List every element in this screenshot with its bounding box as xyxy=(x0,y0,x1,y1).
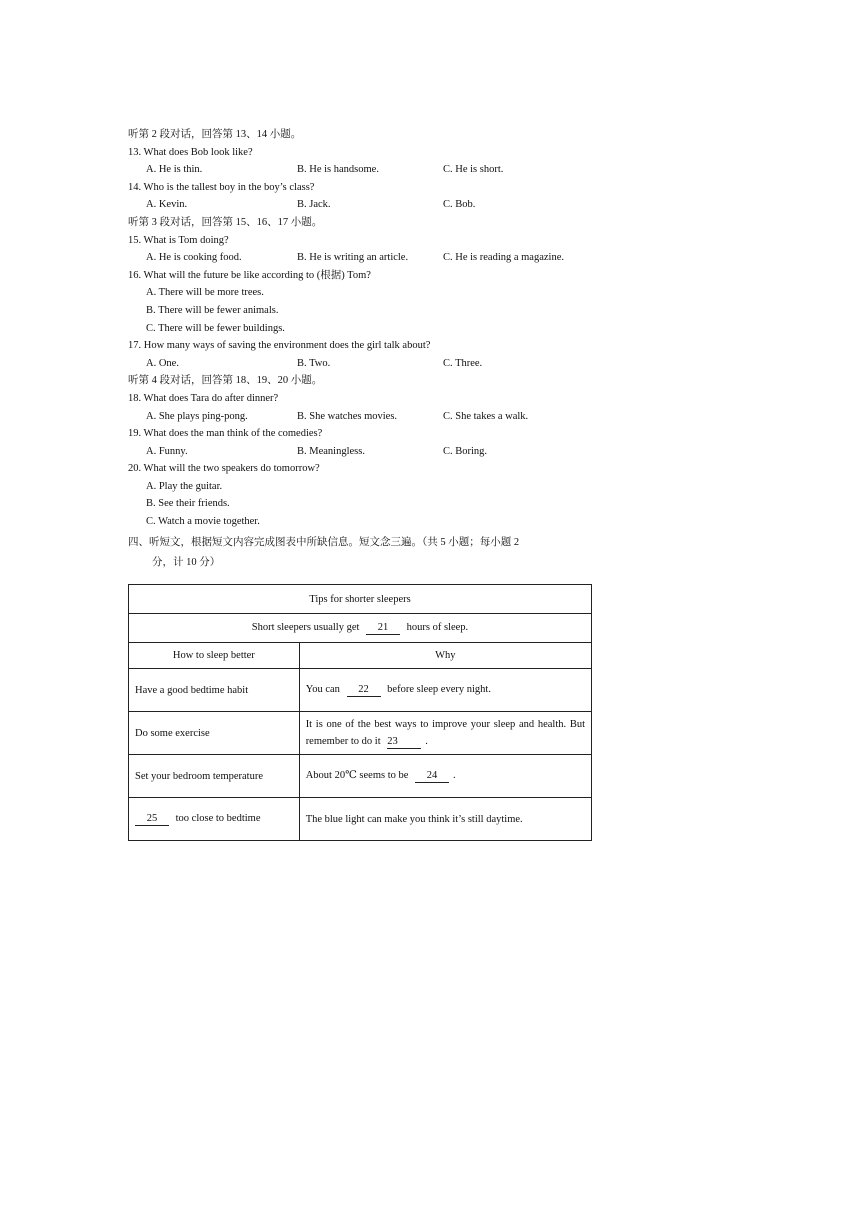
blank-22: 22 xyxy=(347,684,381,697)
option-b: B. Jack. xyxy=(297,199,331,211)
tip-1-right-pre: You can xyxy=(305,683,340,695)
option-a: A. There will be more trees. xyxy=(146,287,264,299)
option-c: C. He is reading a magazine. xyxy=(443,252,564,264)
tips-table xyxy=(128,584,592,841)
exam-content xyxy=(128,126,598,573)
option-b: B. See their friends. xyxy=(146,498,230,510)
option-c: C. Boring. xyxy=(443,445,488,457)
blank-23: 23 xyxy=(387,736,421,749)
part-4-instruction xyxy=(128,533,598,573)
question-19-options xyxy=(128,443,598,461)
tip-3-right-post: . xyxy=(453,770,456,781)
option-c: C. Bob. xyxy=(443,199,476,211)
question-15: 15. What is Tom doing? xyxy=(128,234,229,246)
option-b: B. He is writing an article. xyxy=(297,252,409,264)
question-18: 18. What does Tara do after dinner? xyxy=(128,392,279,404)
tip-4-right: The blue light can make you think it’s still daytime. xyxy=(299,798,591,841)
tip-1-right xyxy=(299,669,591,712)
tip-2-right xyxy=(299,712,591,755)
blank-21: 21 xyxy=(366,622,400,635)
option-b: B. Two. xyxy=(297,357,331,369)
option-b: B. She watches movies. xyxy=(297,410,398,422)
option-c: C. He is short. xyxy=(443,164,504,176)
table-row-hours xyxy=(129,614,592,643)
col-header-why: Why xyxy=(299,643,591,669)
question-13: 13. What does Bob look like? xyxy=(128,146,253,158)
question-16: 16. What will the future be like according to (根据) Tom? xyxy=(128,269,371,281)
question-20: 20. What will the two speakers do tomorrow? xyxy=(128,463,320,475)
tip-2-left: Do some exercise xyxy=(129,712,300,755)
question-15-options xyxy=(128,249,598,267)
option-a: A. Kevin. xyxy=(146,199,188,211)
option-a: A. One. xyxy=(146,357,179,369)
option-a: A. She plays ping-pong. xyxy=(146,410,248,422)
part-4-instruction-line-1: 四、听短文，根据短文内容完成图表中所缺信息。短文念三遍。（共 5 小题；每小题 2 xyxy=(128,536,520,548)
tip-2-right-pre: It is one of the best ways to improve your sleep and health. But remember to do it xyxy=(305,719,585,747)
option-c: C. Watch a movie together. xyxy=(146,516,260,528)
tip-1-right-post: before sleep every night. xyxy=(387,683,491,695)
question-14: 14. Who is the tallest boy in the boy’s class? xyxy=(128,181,315,193)
question-17-options xyxy=(128,355,598,373)
section-3-header: 听第 3 段对话，回答第 15、16、17 小题。 xyxy=(128,216,323,228)
option-a: A. He is thin. xyxy=(146,164,203,176)
option-a: A. Funny. xyxy=(146,445,188,457)
tip-3-right xyxy=(299,755,591,798)
part-4-instruction-line-2: 分，计 10 分） xyxy=(152,556,221,568)
section-4-header: 听第 4 段对话，回答第 18、19、20 小题。 xyxy=(128,375,323,387)
option-b: B. Meaningless. xyxy=(297,445,365,457)
question-19: 19. What does the man think of the comedies? xyxy=(128,428,323,440)
option-c: C. Three. xyxy=(443,357,483,369)
blank-24: 24 xyxy=(415,770,449,783)
option-c: C. There will be fewer buildings. xyxy=(146,322,285,334)
row-hours-pre: Short sleepers usually get xyxy=(251,621,360,633)
blank-25: 25 xyxy=(135,813,169,826)
question-14-options xyxy=(128,196,598,214)
tip-3-left: Set your bedroom temperature xyxy=(129,755,300,798)
col-header-how: How to sleep better xyxy=(129,643,300,669)
table-title: Tips for shorter sleepers xyxy=(129,585,592,614)
section-2-header: 听第 2 段对话，回答第 13、14 小题。 xyxy=(128,129,302,140)
tip-2-right-post: . xyxy=(425,736,428,747)
tip-1-left: Have a good bedtime habit xyxy=(129,669,300,712)
option-a: A. He is cooking food. xyxy=(146,252,242,264)
option-c: C. She takes a walk. xyxy=(443,410,529,422)
question-13-options xyxy=(128,161,598,179)
question-17: 17. How many ways of saving the environment does the girl talk about? xyxy=(128,340,431,352)
row-hours-post: hours of sleep. xyxy=(406,621,469,633)
option-b: B. He is handsome. xyxy=(297,164,379,176)
question-18-options xyxy=(128,408,598,426)
tip-3-right-pre: About 20℃ seems to be xyxy=(305,770,409,781)
tip-4-left-post: too close to bedtime xyxy=(175,812,261,824)
option-b: B. There will be fewer animals. xyxy=(146,304,279,316)
tip-4-left xyxy=(129,798,300,841)
option-a: A. Play the guitar. xyxy=(146,480,223,492)
